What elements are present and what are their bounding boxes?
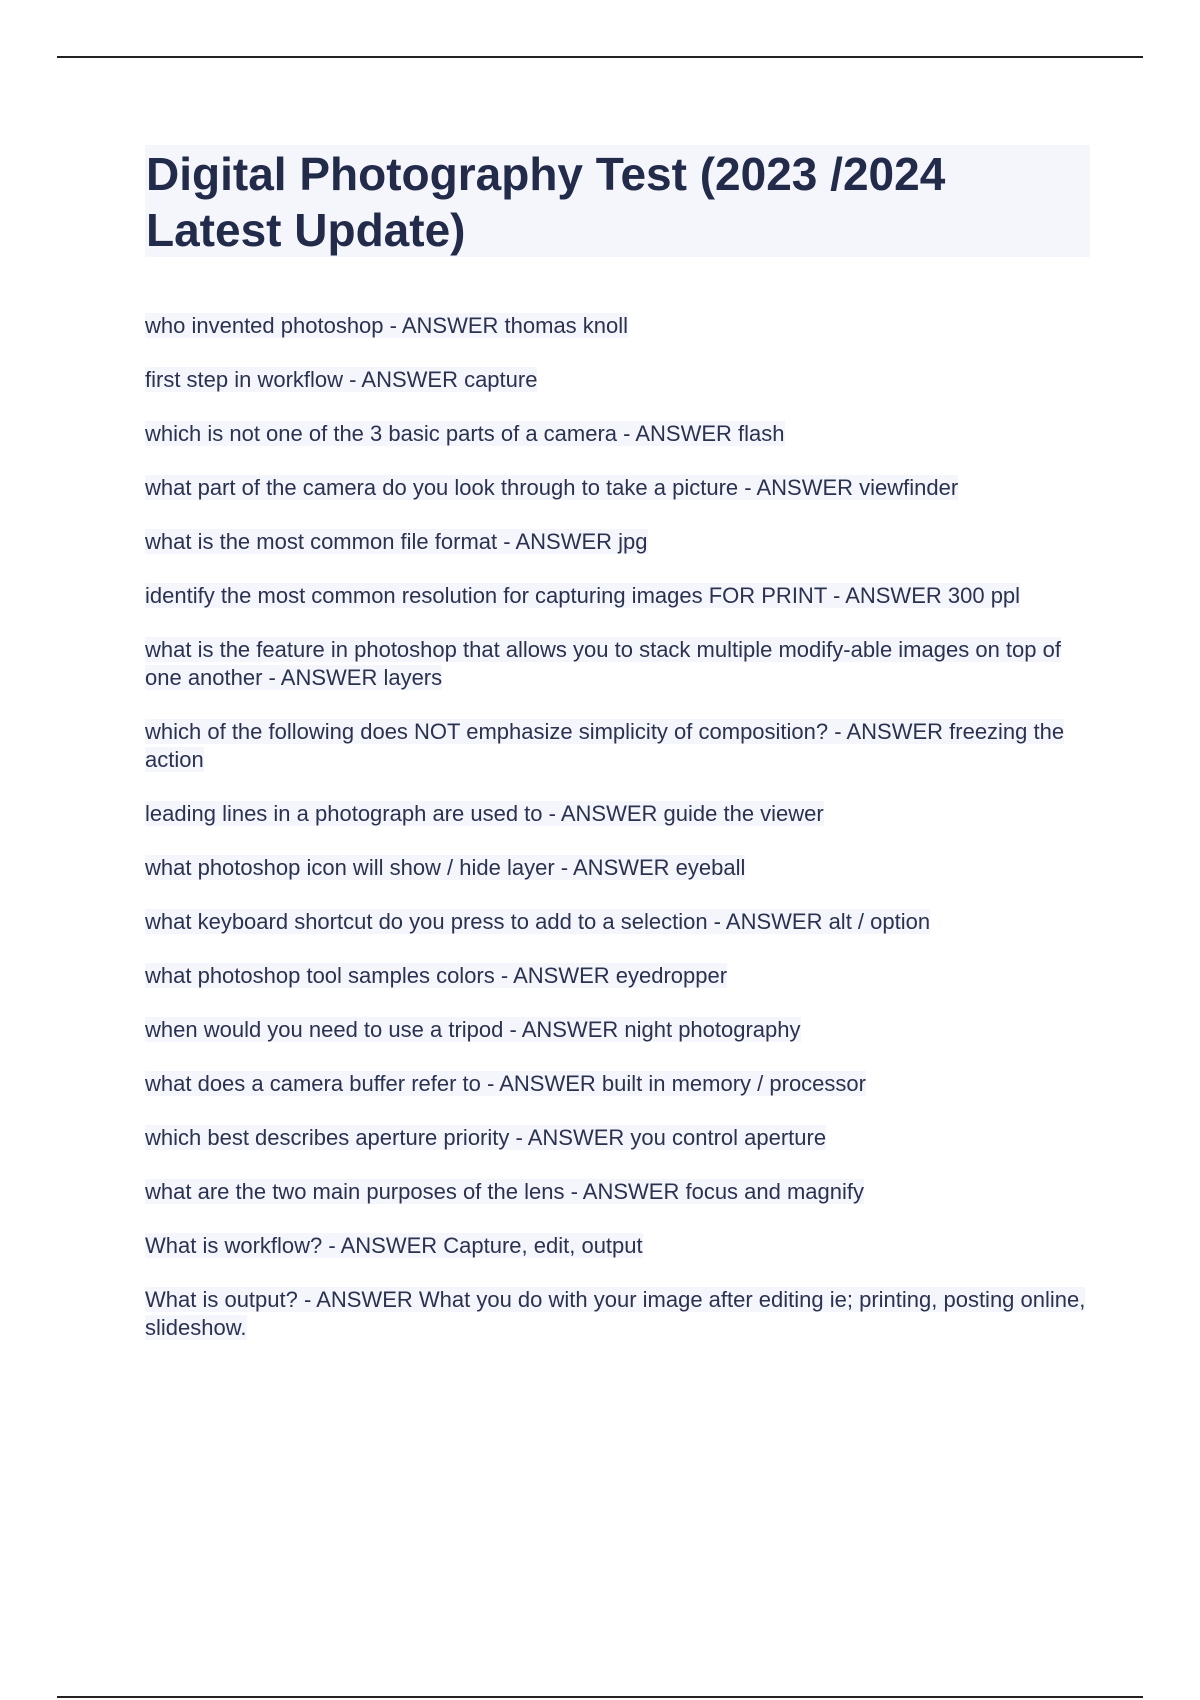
qa-text: first step in workflow - ANSWER capture <box>145 367 538 392</box>
qa-text: what part of the camera do you look through to take a picture - ANSWER viewfinder <box>145 475 959 500</box>
qa-item <box>145 1178 1090 1206</box>
qa-text: which of the following does NOT emphasize simplicity of composition? - ANSWER freezing the action <box>145 719 1065 772</box>
qa-list <box>145 312 1090 1368</box>
qa-text: What is output? - ANSWER What you do with your image after editing ie; printing, posting online, slideshow. <box>145 1287 1086 1340</box>
qa-text: what photoshop tool samples colors - ANSWER eyedropper <box>145 963 728 988</box>
qa-item <box>145 718 1090 774</box>
qa-text: when would you need to use a tripod - ANSWER night photography <box>145 1017 801 1042</box>
qa-text: what keyboard shortcut do you press to add to a selection - ANSWER alt / option <box>145 909 931 934</box>
top-rule <box>57 56 1143 58</box>
qa-item <box>145 1070 1090 1098</box>
qa-text: what does a camera buffer refer to - ANSWER built in memory / processor <box>145 1071 866 1096</box>
qa-item <box>145 1232 1090 1260</box>
page-title: Digital Photography Test (2023 /2024 Latest Update) <box>146 148 946 256</box>
qa-text: leading lines in a photograph are used to - ANSWER guide the viewer <box>145 801 824 826</box>
qa-item <box>145 1016 1090 1044</box>
qa-text: who invented photoshop - ANSWER thomas knoll <box>145 313 629 338</box>
qa-item <box>145 366 1090 394</box>
qa-item <box>145 800 1090 828</box>
qa-item <box>145 420 1090 448</box>
qa-item <box>145 908 1090 936</box>
qa-item <box>145 528 1090 556</box>
qa-text: identify the most common resolution for capturing images FOR PRINT - ANSWER 300 ppl <box>145 583 1021 608</box>
qa-item <box>145 1124 1090 1152</box>
qa-text: what is the most common file format - ANSWER jpg <box>145 529 648 554</box>
qa-text: what is the feature in photoshop that allows you to stack multiple modify-able images on top of one another - ANSWER layers <box>145 637 1061 690</box>
qa-item <box>145 474 1090 502</box>
qa-item <box>145 962 1090 990</box>
qa-item <box>145 636 1090 692</box>
qa-text: what photoshop icon will show / hide layer - ANSWER eyeball <box>145 855 746 880</box>
qa-item <box>145 1286 1090 1342</box>
qa-item <box>145 312 1090 340</box>
qa-text: what are the two main purposes of the lens - ANSWER focus and magnify <box>145 1179 865 1204</box>
qa-text: which best describes aperture priority - ANSWER you control aperture <box>145 1125 827 1150</box>
qa-text: What is workflow? - ANSWER Capture, edit, output <box>145 1233 643 1258</box>
qa-item <box>145 854 1090 882</box>
bottom-rule <box>57 1696 1143 1698</box>
qa-item <box>145 582 1090 610</box>
qa-text: which is not one of the 3 basic parts of a camera - ANSWER flash <box>145 421 785 446</box>
